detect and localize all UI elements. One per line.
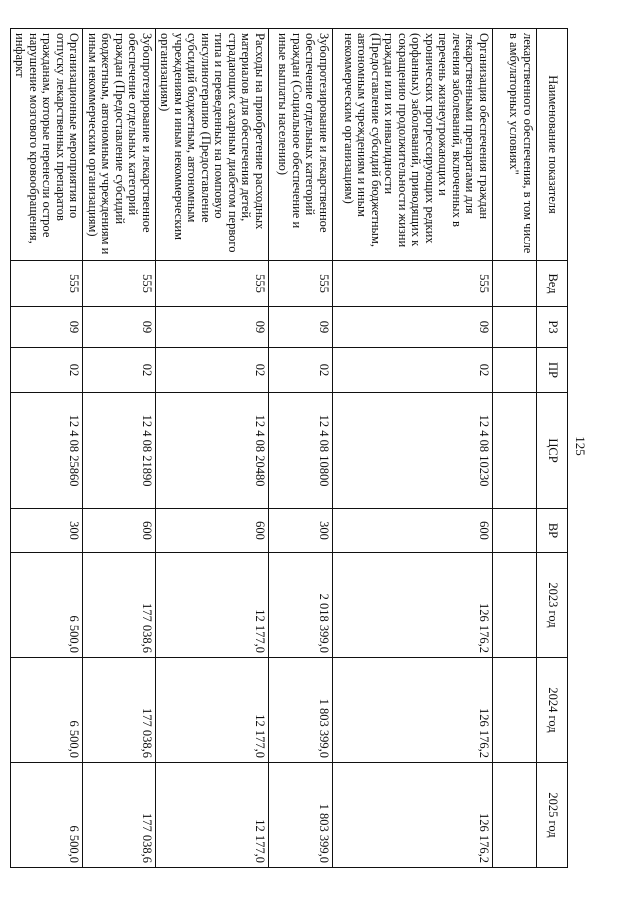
- table-row: [333, 29, 493, 868]
- row-csr: 12 4 08 21890: [83, 393, 156, 509]
- row-name: Организационные мероприятия по отпуску лекарственных препаратов гражданам, которые перенесли острое нарушение мозгового кровообращения, инфаркт: [11, 29, 84, 261]
- table-row: [493, 29, 537, 868]
- budget-table: [10, 28, 568, 868]
- row-name: Организация обеспечения граждан лекарственными препаратами для лечения заболеваний, включенных в перечень жизнеугрожающих и хронических прогрессирующих редких (орфанных) заболеваний, приводящих к сокращению продолжительности жизни граждан или их инвалидности (Предоставление субсидий бюджетным, автономным учреждениям и иным некоммерческим организациям): [333, 29, 493, 261]
- row-csr: 12 4 08 10230: [333, 393, 493, 509]
- header-csr: ЦСР: [537, 393, 568, 509]
- row-name: Зубопротезирование и лекарственное обеспечение отдельных категорий граждан (Социальное обеспечение и иные выплаты населению): [269, 29, 333, 261]
- row-2023: 177 038,6: [83, 553, 156, 658]
- header-2023: 2023 год: [537, 553, 568, 658]
- table-row: [83, 29, 156, 868]
- header-vr: ВР: [537, 509, 568, 553]
- row-rz: [493, 307, 537, 348]
- row-ved: [493, 261, 537, 307]
- header-pr: ПР: [537, 348, 568, 393]
- row-csr: [493, 393, 537, 509]
- row-ved: 555: [11, 261, 84, 307]
- row-pr: 02: [156, 348, 269, 393]
- budget-sheet: [13, 28, 568, 868]
- row-2023: [493, 553, 537, 658]
- row-pr: [493, 348, 537, 393]
- row-rz: 09: [156, 307, 269, 348]
- row-rz: 09: [269, 307, 333, 348]
- header-ved: Вед: [537, 261, 568, 307]
- row-2025: 1 803 399,0: [269, 763, 333, 868]
- row-vr: 300: [269, 509, 333, 553]
- row-2024: 126 176,2: [333, 658, 493, 763]
- rotated-sheet: [13, 28, 640, 863]
- row-ved: 555: [269, 261, 333, 307]
- row-name: Расходы на приобретение расходных материалов для обеспечения детей, страдающих сахарным диабетом первого типа и переведенных на помповую инсулинотерапию (Предоставление субсидий бюджетным, автономным учреждениям и иным некоммерческим организациям): [156, 29, 269, 261]
- row-2023: 6 500,0: [11, 553, 84, 658]
- row-pr: 02: [83, 348, 156, 393]
- table-row: [269, 29, 333, 868]
- row-name: Зубопротезирование и лекарственное обеспечение отдельных категорий граждан (Предоставление субсидий бюджетным, автономным учреждениям и иным некоммерческим организациям): [83, 29, 156, 261]
- row-2025: 126 176,2: [333, 763, 493, 868]
- row-csr: 12 4 08 25860: [11, 393, 84, 509]
- row-vr: 600: [156, 509, 269, 553]
- header-rz: РЗ: [537, 307, 568, 348]
- row-ved: 555: [83, 261, 156, 307]
- row-ved: 555: [156, 261, 269, 307]
- row-name: лекарственного обеспечения, в том числе в амбулаторных условиях": [493, 29, 537, 261]
- row-vr: 600: [83, 509, 156, 553]
- row-2023: 2 018 399,0: [269, 553, 333, 658]
- row-csr: 12 4 08 20480: [156, 393, 269, 509]
- row-rz: 09: [83, 307, 156, 348]
- row-pr: 02: [333, 348, 493, 393]
- row-2025: 12 177,0: [156, 763, 269, 868]
- row-2024: [493, 658, 537, 763]
- row-2025: 177 038,6: [83, 763, 156, 868]
- row-2024: 12 177,0: [156, 658, 269, 763]
- row-2025: 6 500,0: [11, 763, 84, 868]
- table-row: [156, 29, 269, 868]
- row-csr: 12 4 08 10800: [269, 393, 333, 509]
- table-row: [11, 29, 84, 868]
- row-rz: 09: [333, 307, 493, 348]
- row-vr: 600: [333, 509, 493, 553]
- row-2023: 126 176,2: [333, 553, 493, 658]
- row-vr: [493, 509, 537, 553]
- row-pr: 02: [269, 348, 333, 393]
- row-2024: 6 500,0: [11, 658, 84, 763]
- header-2025: 2025 год: [537, 763, 568, 868]
- row-2023: 12 177,0: [156, 553, 269, 658]
- row-ved: 555: [333, 261, 493, 307]
- header-2024: 2024 год: [537, 658, 568, 763]
- row-vr: 300: [11, 509, 84, 553]
- header-row: [537, 29, 568, 868]
- row-2024: 1 803 399,0: [269, 658, 333, 763]
- row-pr: 02: [11, 348, 84, 393]
- row-2025: [493, 763, 537, 868]
- page-number: 125: [573, 436, 588, 456]
- header-name: Наименование показателя: [537, 29, 568, 261]
- row-2024: 177 038,6: [83, 658, 156, 763]
- row-rz: 09: [11, 307, 84, 348]
